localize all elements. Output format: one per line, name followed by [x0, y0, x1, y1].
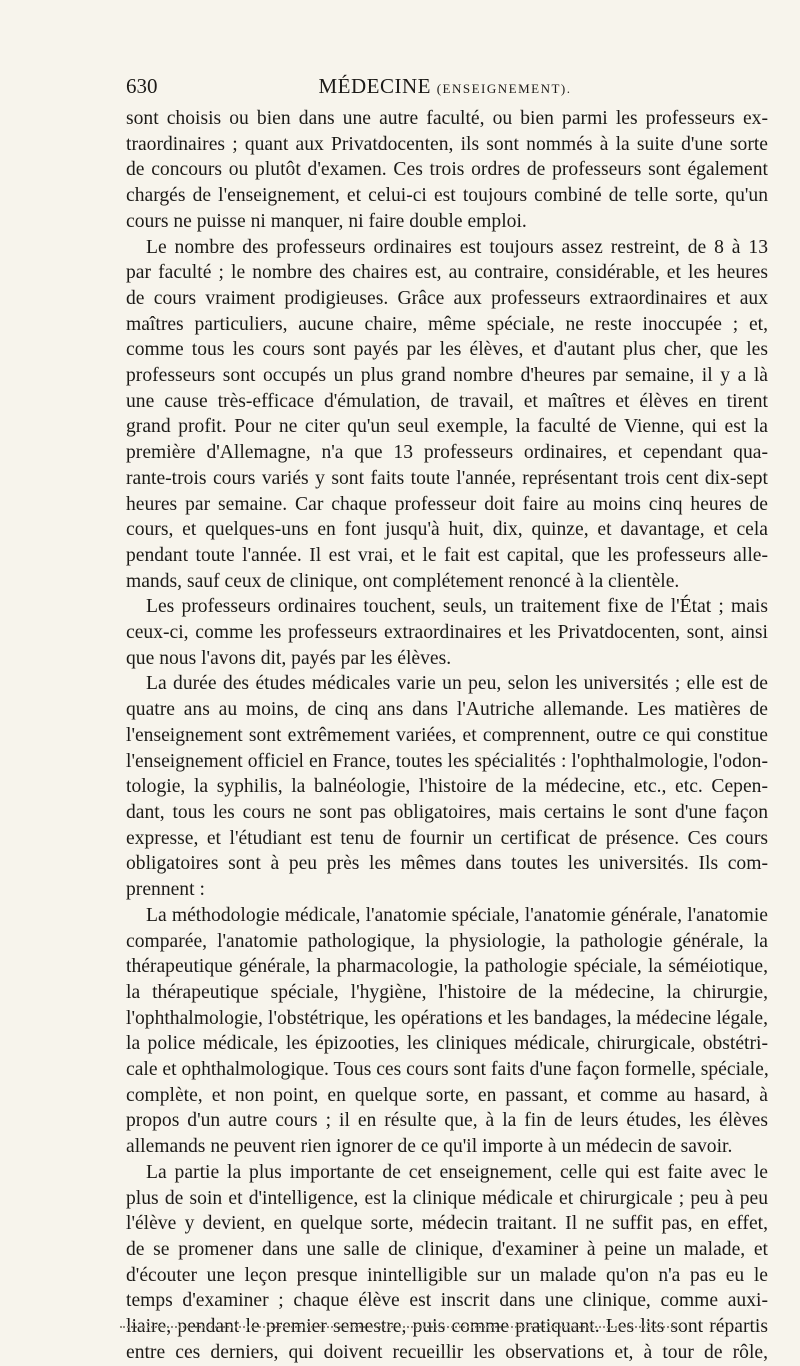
text-line: thérapeutique générale, la pharmacologie, la pathologie spéciale, la séméiotique, — [126, 956, 768, 978]
text-line: liaire, pendant le premier semestre, puis comme pratiquant. Les lits sont répartis — [126, 1316, 768, 1338]
text-line: Le nombre des professeurs ordinaires est toujours assez restreint, de 8 à 13 — [146, 236, 768, 258]
page-number: 630 — [126, 74, 158, 98]
text-line: comparée, l'anatomie pathologique, la physiologie, la pathologie générale, la — [126, 930, 768, 952]
text-line: dant, tous les cours ne sont pas obligatoires, mais certains le sont d'une façon — [126, 801, 768, 823]
text-line: comme tous les cours sont payés par les élèves, et d'autant plus cher, que les — [126, 339, 768, 361]
text-line: cale et ophthalmologique. Tous ces cours sont faits d'une façon formelle, spéciale, — [126, 1059, 769, 1081]
text-line: de concours ou plutôt d'examen. Ces trois ordres de professeurs sont également — [126, 159, 768, 181]
text-line: de se promener dans une salle de clinique, d'examiner à peine un malade, et — [126, 1238, 768, 1260]
running-head-subtitle: (ENSEIGNEMENT). — [436, 81, 572, 96]
text-line: heures par semaine. Car chaque professeur doit faire au moins cinq heures de — [126, 493, 768, 515]
text-line: traordinaires ; quant aux Privatdocenten, ils sont nommés à la suite d'une sorte — [126, 133, 768, 155]
text-line: par faculté ; le nombre des chaires est, au contraire, considérable, et les heures — [126, 262, 768, 284]
text-line: mands, sauf ceux de clinique, ont complétement renoncé à la clientèle. — [126, 570, 680, 592]
text-line: d'écouter une leçon presque inintelligible sur un malade qu'on n'a pas eu le — [126, 1264, 768, 1286]
text-line: temps d'examiner ; chaque élève est inscrit dans une clinique, comme auxi- — [126, 1290, 768, 1312]
text-line: de cours vraiment prodigieuses. Grâce aux professeurs extraordinaires et aux — [126, 287, 768, 309]
text-line: propos d'un autre cours ; il en résulte que, à la fin de leurs études, les élèves — [126, 1110, 768, 1132]
text-line: allemands ne peuvent rien ignorer de ce qu'il importe à un médecin de savoir. — [126, 1136, 733, 1158]
text-line: la thérapeutique spéciale, l'hygiène, l'histoire de la médecine, la chirurgie, — [126, 981, 768, 1003]
text-line: La partie la plus importante de cet enseignement, celle qui est faite avec le — [146, 1161, 768, 1183]
text-line: chargés de l'enseignement, et celui-ci est toujours combiné de telle sorte, qu'un — [126, 185, 768, 207]
text-line: La durée des études médicales varie un peu, selon les universités ; elle est de — [146, 673, 768, 695]
text-line: professeurs sont occupés un plus grand nombre d'heures par semaine, il y a là — [126, 365, 768, 387]
text-line: cours, et quelques-uns en font jusqu'à huit, dix, quinze, et davantage, et cela — [126, 519, 768, 541]
text-line: première d'Allemagne, n'a que 13 professeurs ordinaires, et cependant qua- — [126, 442, 768, 464]
running-head-title: MÉDECINE — [318, 74, 431, 98]
text-line: entre ces derniers, qui doivent recueillir les observations et, à tour de rôle, — [126, 1341, 768, 1363]
text-line: expresse, et l'étudiant est tenu de fournir un certificat de présence. Ces cours — [126, 827, 768, 849]
text-line: La méthodologie médicale, l'anatomie spéciale, l'anatomie générale, l'anatomie — [146, 904, 768, 926]
text-line: cours ne puisse ni manquer, ni faire double emploi. — [126, 210, 527, 232]
text-line: ceux-ci, comme les professeurs extraordinaires et les Privatdocenten, sont, ainsi — [126, 622, 768, 644]
text-line: la police médicale, les épizooties, les cliniques médicale, chirurgicale, obstétri- — [126, 1033, 768, 1055]
text-line: sont choisis ou bien dans une autre faculté, ou bien parmi les professeurs ex- — [126, 108, 768, 129]
text-line: que nous l'avons dit, payés par les élèves. — [126, 647, 452, 669]
text-line: maîtres particuliers, aucune chaire, même spéciale, ne reste inoccupée ; et, — [126, 313, 768, 335]
text-line: pendant toute l'année. Il est vrai, et le fait est capital, que les professeurs alle- — [126, 544, 768, 566]
text-line: tologie, la syphilis, la balnéologie, l'histoire de la médecine, etc., etc. Cepen- — [126, 776, 768, 798]
text-line: complète, et non point, en quelque sorte, en passant, et comme au hasard, à — [126, 1084, 768, 1106]
page-header — [126, 74, 764, 104]
text-line: Les professeurs ordinaires touchent, seuls, un traitement fixe de l'État ; mais — [146, 596, 768, 618]
text-line: l'ophthalmologie, l'obstétrique, les opérations et les bandages, la médecine légale, — [126, 1007, 768, 1029]
text-line: grand profit. Pour ne citer qu'un seul exemple, la faculté de Vienne, qui est la — [126, 416, 768, 438]
text-line: l'enseignement officiel en France, toutes les spécialités : l'ophthalmologie, l'odon- — [126, 750, 768, 772]
text-line: l'élève y devient, en quelque sorte, médecin traitant. Il ne suffit pas, en effet, — [126, 1213, 768, 1235]
page-body-text — [126, 106, 768, 1365]
text-line: l'enseignement sont extrêmement variées, et comprennent, outre ce qui constitue — [126, 724, 768, 746]
text-line: quatre ans au moins, de cinq ans dans l'Autriche allemande. Les matières de — [126, 699, 768, 721]
footer-dotted-rule — [120, 1326, 680, 1328]
text-line: obligatoires sont à peu près les mêmes dans toutes les universités. Ils com- — [126, 853, 768, 875]
text-line: prennent : — [126, 879, 205, 901]
running-head — [196, 74, 764, 99]
text-line: rante-trois cours variés y sont faits toute l'année, représentant trois cent dix-sept — [126, 467, 768, 489]
text-line: une cause très-efficace d'émulation, de travail, et maîtres et élèves en tirent — [126, 390, 768, 412]
text-line: plus de soin et d'intelligence, est la clinique médicale et chirurgicale ; peu à peu — [126, 1187, 768, 1209]
